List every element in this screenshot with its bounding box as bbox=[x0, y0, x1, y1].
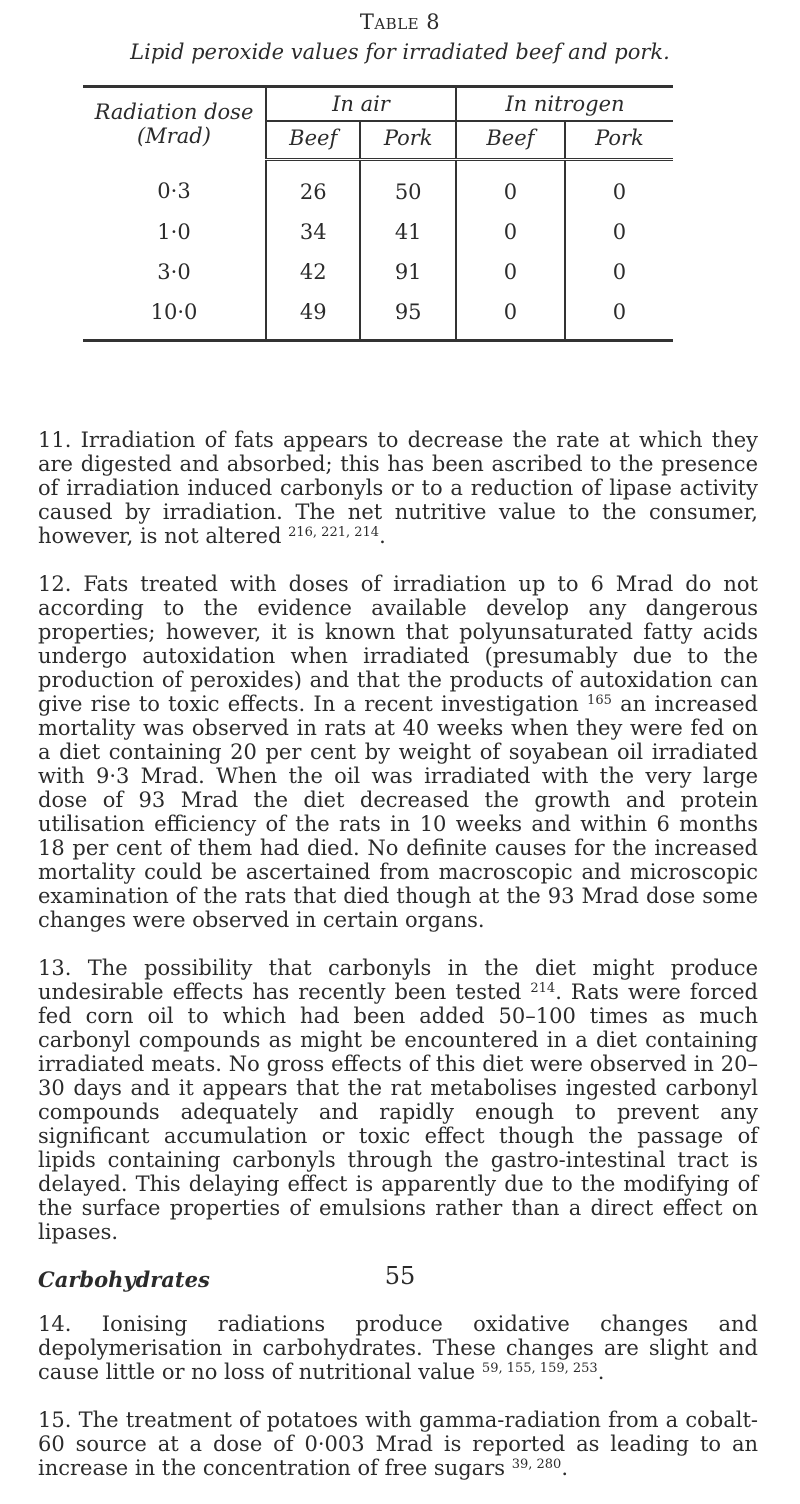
paragraph-12 bbox=[38, 572, 758, 932]
value-cell: 42 bbox=[266, 252, 360, 292]
reference-superscript: 214 bbox=[530, 981, 556, 996]
dose-cell: 0·3 bbox=[157, 179, 191, 204]
column-header: Beef bbox=[266, 121, 360, 160]
value-cell: 49 bbox=[266, 292, 360, 341]
dose-cell: 10·0 bbox=[150, 300, 198, 324]
value-cell: 0 bbox=[456, 252, 565, 292]
reference-superscript: 59, 155, 159, 253 bbox=[481, 1361, 598, 1376]
paragraph-text: 14. Ionising radiations produce oxidative changes and depolymerisation in carbohydrates. These changes are slight and cause little or no loss of nutritional value bbox=[38, 1312, 758, 1384]
paragraph-end: . bbox=[379, 524, 386, 548]
value-cell: 0 bbox=[456, 292, 565, 341]
group-header-air: In air bbox=[266, 87, 456, 122]
group-header-nitrogen: In nitrogen bbox=[456, 87, 673, 122]
paragraph-14 bbox=[38, 1312, 758, 1384]
lipid-peroxide-table bbox=[83, 85, 673, 342]
section-heading: Carbohydrates bbox=[38, 1267, 210, 1292]
dose-cell: 3·0 bbox=[157, 260, 191, 284]
value-cell: 0 bbox=[565, 292, 673, 341]
reference-superscript: 165 bbox=[587, 693, 612, 708]
dose-cell: 1·0 bbox=[157, 220, 191, 244]
value-cell: 0 bbox=[565, 252, 673, 292]
value-cell: 26 bbox=[266, 160, 360, 213]
paragraph-11 bbox=[38, 428, 758, 548]
value-cell: 41 bbox=[360, 212, 456, 252]
paragraph-text: an increased mortality was observed in rats at 40 weeks when they were fed on a diet containing 20 per cent by weight of soyabean oil irradiated with 9·3 Mrad. When the oil was irradiated with the very large dose of 93 Mrad the diet decreased the growth and protein utilisation efficiency of the rats in 10 weeks and within 6 months 18 per cent of them had died. No definite causes for the increased mortality could be ascertained from macroscopic and microscopic examination of the rats that died though at the 93 Mrad dose some changes were observed in certain organs. bbox=[38, 692, 758, 932]
value-cell: 0 bbox=[456, 212, 565, 252]
table-caption: Table 8 bbox=[359, 10, 441, 34]
reference-superscript: 216, 221, 214 bbox=[288, 525, 380, 540]
value-cell: 91 bbox=[360, 252, 456, 292]
paragraph-text: 11. Irradiation of fats appears to decrease the rate at which they are digested and absorbed; this has been ascribed to the presence of irradiation induced carbonyls or to a reduction of lipase activity caused by irradiation. The net nutritive value to the consumer, however, is not altered bbox=[38, 428, 758, 548]
value-cell: 50 bbox=[360, 160, 456, 213]
column-header: Beef bbox=[456, 121, 565, 160]
reference-superscript: 39, 280 bbox=[511, 1457, 562, 1472]
paragraph-text: 13. The possibility that carbonyls in the diet might produce undesirable effects has recently been tested bbox=[38, 956, 758, 1004]
value-cell: 0 bbox=[565, 160, 673, 213]
table-row bbox=[83, 252, 673, 292]
paragraph-text: . Rats were forced fed corn oil to which had been added 50–100 times as much carbonyl compounds as might be encountered in a diet containing irradiated meats. No gross effects of this diet were observed in 20–30 days and it appears that the rat metabolises ingested carbonyl compounds adequately and rapidly enough to prevent any significant accumulation or toxic effect though the passage of lipids containing carbonyls through the gastro-intestinal tract is delayed. This delaying effect is apparently due to the modifying of the surface properties of emulsions rather than a direct effect on lipases. bbox=[38, 980, 758, 1244]
paragraph-end: . bbox=[597, 1360, 605, 1384]
paragraph-13 bbox=[38, 956, 758, 1244]
paragraph-end: . bbox=[561, 1456, 569, 1480]
paragraph-text: 12. Fats treated with doses of irradiation up to 6 Mrad do not according to the evidence available develop any dangerous properties; however, it is known that polyunsaturated fatty acids undergo autoxidation when irradiated (presumably due to the production of peroxides) and that the products of autoxidation can give rise to toxic effects. In a recent investigation bbox=[38, 572, 758, 716]
value-cell: 95 bbox=[360, 292, 456, 341]
table-subtitle: Lipid peroxide values for irradiated beef and pork. bbox=[130, 40, 670, 64]
column-header: Pork bbox=[565, 121, 673, 160]
table-row bbox=[83, 212, 673, 252]
value-cell: 0 bbox=[456, 160, 565, 213]
paragraph-text: 15. The treatment of potatoes with gamma-radiation from a cobalt-60 source at a dose of 0·003 Mrad is reported as leading to an increase in the concentration of free sugars bbox=[38, 1408, 758, 1480]
body-text bbox=[38, 428, 758, 1504]
value-cell: 34 bbox=[266, 212, 360, 252]
table-row bbox=[83, 160, 673, 213]
row-header: Radiation dose (Mrad) bbox=[94, 99, 254, 148]
table-row bbox=[83, 292, 673, 341]
paragraph-15 bbox=[38, 1408, 758, 1480]
page-number: 55 bbox=[384, 1262, 416, 1290]
value-cell: 0 bbox=[565, 212, 673, 252]
column-header: Pork bbox=[360, 121, 456, 160]
